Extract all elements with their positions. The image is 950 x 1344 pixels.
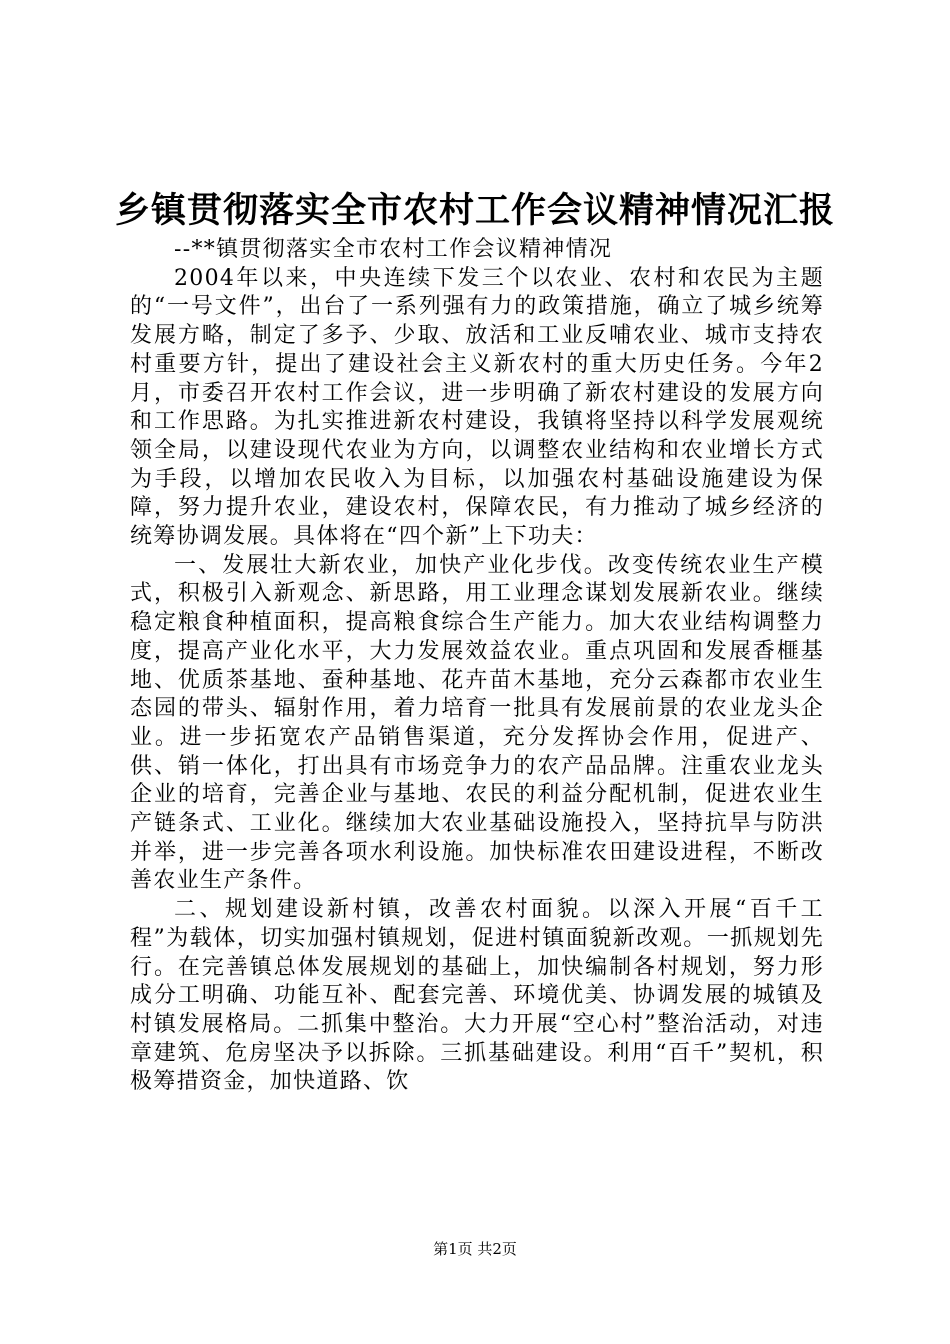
paragraph-new-agriculture: 一、发展壮大新农业，加快产业化步伐。改变传统农业生产模式，积极引入新观念、新思路，用工业理念谋划发展新农业。继续稳定粮食种植面积，提高粮食综合生产能力。加大农业结构调整力度，提高产业化水平，大力发展效益农业。重点巩固和发展香榧基地、优质茶基地、蚕种基地、花卉苗木基地，充分云森都市农业生态园的带头、辐射作用，着力培育一批具有发展前景的农业龙头企业。进一步拓宽农产品销售渠道，充分发挥协会作用，促进产、供、销一体化，打出具有市场竞争力的农产品品牌。注重农业龙头企业的培育，完善企业与基地、农民的利益分配机制，促进农业生产链条式、工业化。继续加大农业基础设施投入，坚持抗旱与防洪并举，进一步完善各项水利设施。加快标准农田建设进程，不断改善农业生产条件。 xyxy=(130,552,824,894)
document-body xyxy=(130,236,824,1097)
paragraph-intro: 2004年以来，中央连续下发三个以农业、农村和农民为主题的“一号文件”，出台了一系列强有力的政策措施，确立了城乡统筹发展方略，制定了多予、少取、放活和工业反哺农业、城市支持农村重要方针，提出了建设社会主义新农村的重大历史任务。今年2月，市委召开农村工作会议，进一步明确了新农村建设的发展方向和工作思路。为扎实推进新农村建设，我镇将坚持以科学发展观统领全局，以建设现代农业为方向，以调整农业结构和农业增长方式为手段，以增加农民收入为目标，以加强农村基础设施建设为保障，努力提升农业，建设农村，保障农民，有力推动了城乡经济的统筹协调发展。具体将在“四个新”上下功夫： xyxy=(130,265,824,550)
paragraph-new-villages: 二、规划建设新村镇，改善农村面貌。以深入开展“百千工程”为载体，切实加强村镇规划，促进村镇面貌新改观。一抓规划先行。在完善镇总体发展规划的基础上，加快编制各村规划，努力形成分工明确、功能互补、配套完善、环境优美、协调发展的城镇及村镇发展格局。二抓集中整治。大力开展“空心村”整治活动，对违章建筑、危房坚决予以拆除。三抓基础建设。利用“百千”契机，积极筹措资金，加快道路、饮 xyxy=(130,897,824,1095)
document-subtitle: --**镇贯彻落实全市农村工作会议精神情况 xyxy=(174,237,613,262)
page-number: 第1页 共2页 xyxy=(433,1240,517,1258)
document-title: 乡镇贯彻落实全市农村工作会议精神情况汇报 xyxy=(114,190,835,231)
